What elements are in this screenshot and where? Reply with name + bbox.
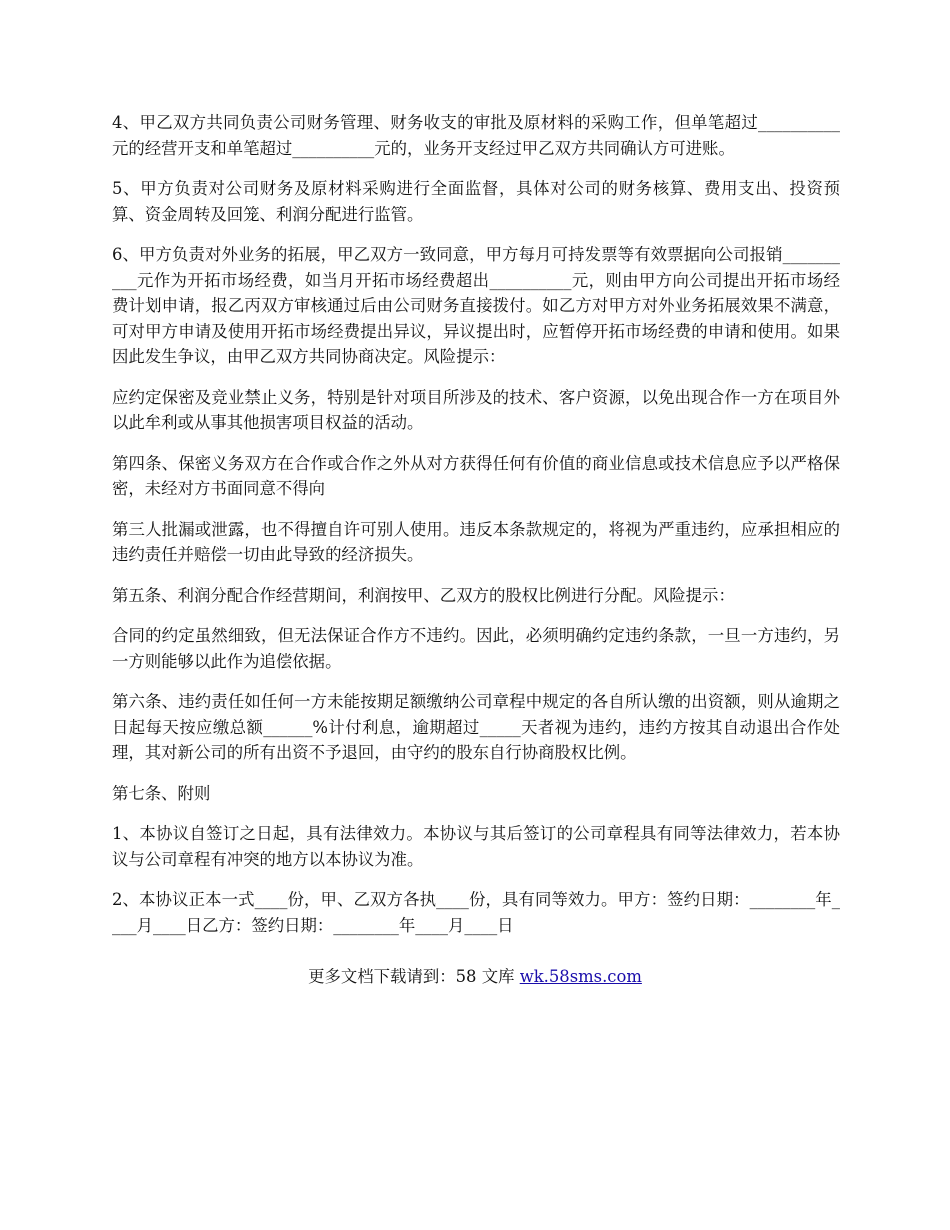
paragraph: 应约定保密及竞业禁止义务，特别是针对项目所涉及的技术、客户资源，以免出现合作一方在项目外以此牟利或从事其他损害项目权益的活动。 — [112, 387, 840, 432]
footer-link[interactable]: wk.58sms.com — [519, 967, 642, 986]
paragraph: 1、本协议自签订之日起，具有法律效力。本协议与其后签订的公司章程具有同等法律效力，若本协议与公司章程有冲突的地方以本协议为准。 — [112, 824, 840, 869]
footer — [0, 964, 950, 990]
paragraph: 合同的约定虽然细致，但无法保证合作方不违约。因此，必须明确约定违约条款，一旦一方违约，另一方则能够以此作为追偿依据。 — [112, 626, 840, 671]
document-body — [112, 110, 840, 953]
paragraph: 第四条、保密义务双方在合作或合作之外从对方获得任何有价值的商业信息或技术信息应予以严格保密，未经对方书面同意不得向 — [112, 453, 840, 498]
paragraph: 第三人批漏或泄露，也不得擅自许可别人使用。违反本条款规定的，将视为严重违约，应承担相应的违约责任并赔偿一切由此导致的经济损失。 — [112, 519, 840, 564]
paragraph: 2、本协议正本一式____份，甲、乙双方各执____份，具有同等效力。甲方：签约日期：________年____月____日乙方：签约日期：________年____月____日 — [112, 890, 840, 935]
paragraph: 4、甲乙双方共同负责公司财务管理、财务收支的审批及原材料的采购工作，但单笔超过__________元的经营开支和单笔超过__________元的，业务开支经过甲乙双方共同确认方可进账。 — [112, 113, 840, 158]
section-heading: 第七条、附则 — [112, 783, 211, 803]
footer-text: 更多文档下载请到：58 文库 — [308, 967, 520, 986]
paragraph: 第六条、违约责任如任何一方未能按期足额缴纳公司章程中规定的各自所认缴的出资额，则从逾期之日起每天按应缴总额______%计付利息，逾期超过_____天者视为违约，违约方按其自动退出合作处理，其对新公司的所有出资不予退回，由守约的股东自行协商股权比例。 — [112, 692, 840, 762]
paragraph: 6、甲方负责对外业务的拓展，甲乙双方一致同意，甲方每月可持发票等有效票据向公司报销__________元作为开拓市场经费，如当月开拓市场经费超出__________元，则由甲方向公司提出开拓市场经费计划申请，报乙丙双方审核通过后由公司财务直接拨付。如乙方对甲方对外业务拓展效果不满意，可对甲方申请及使用开拓市场经费提出异议，异议提出时，应暂停开拓市场经费的申请和使用。如果因此发生争议，由甲乙双方共同协商决定。风险提示： — [112, 245, 840, 366]
paragraph: 第五条、利润分配合作经营期间，利润按甲、乙双方的股权比例进行分配。风险提示： — [112, 585, 735, 605]
paragraph: 5、甲方负责对公司财务及原材料采购进行全面监督，具体对公司的财务核算、费用支出、投资预算、资金周转及回笼、利润分配进行监管。 — [112, 179, 840, 224]
